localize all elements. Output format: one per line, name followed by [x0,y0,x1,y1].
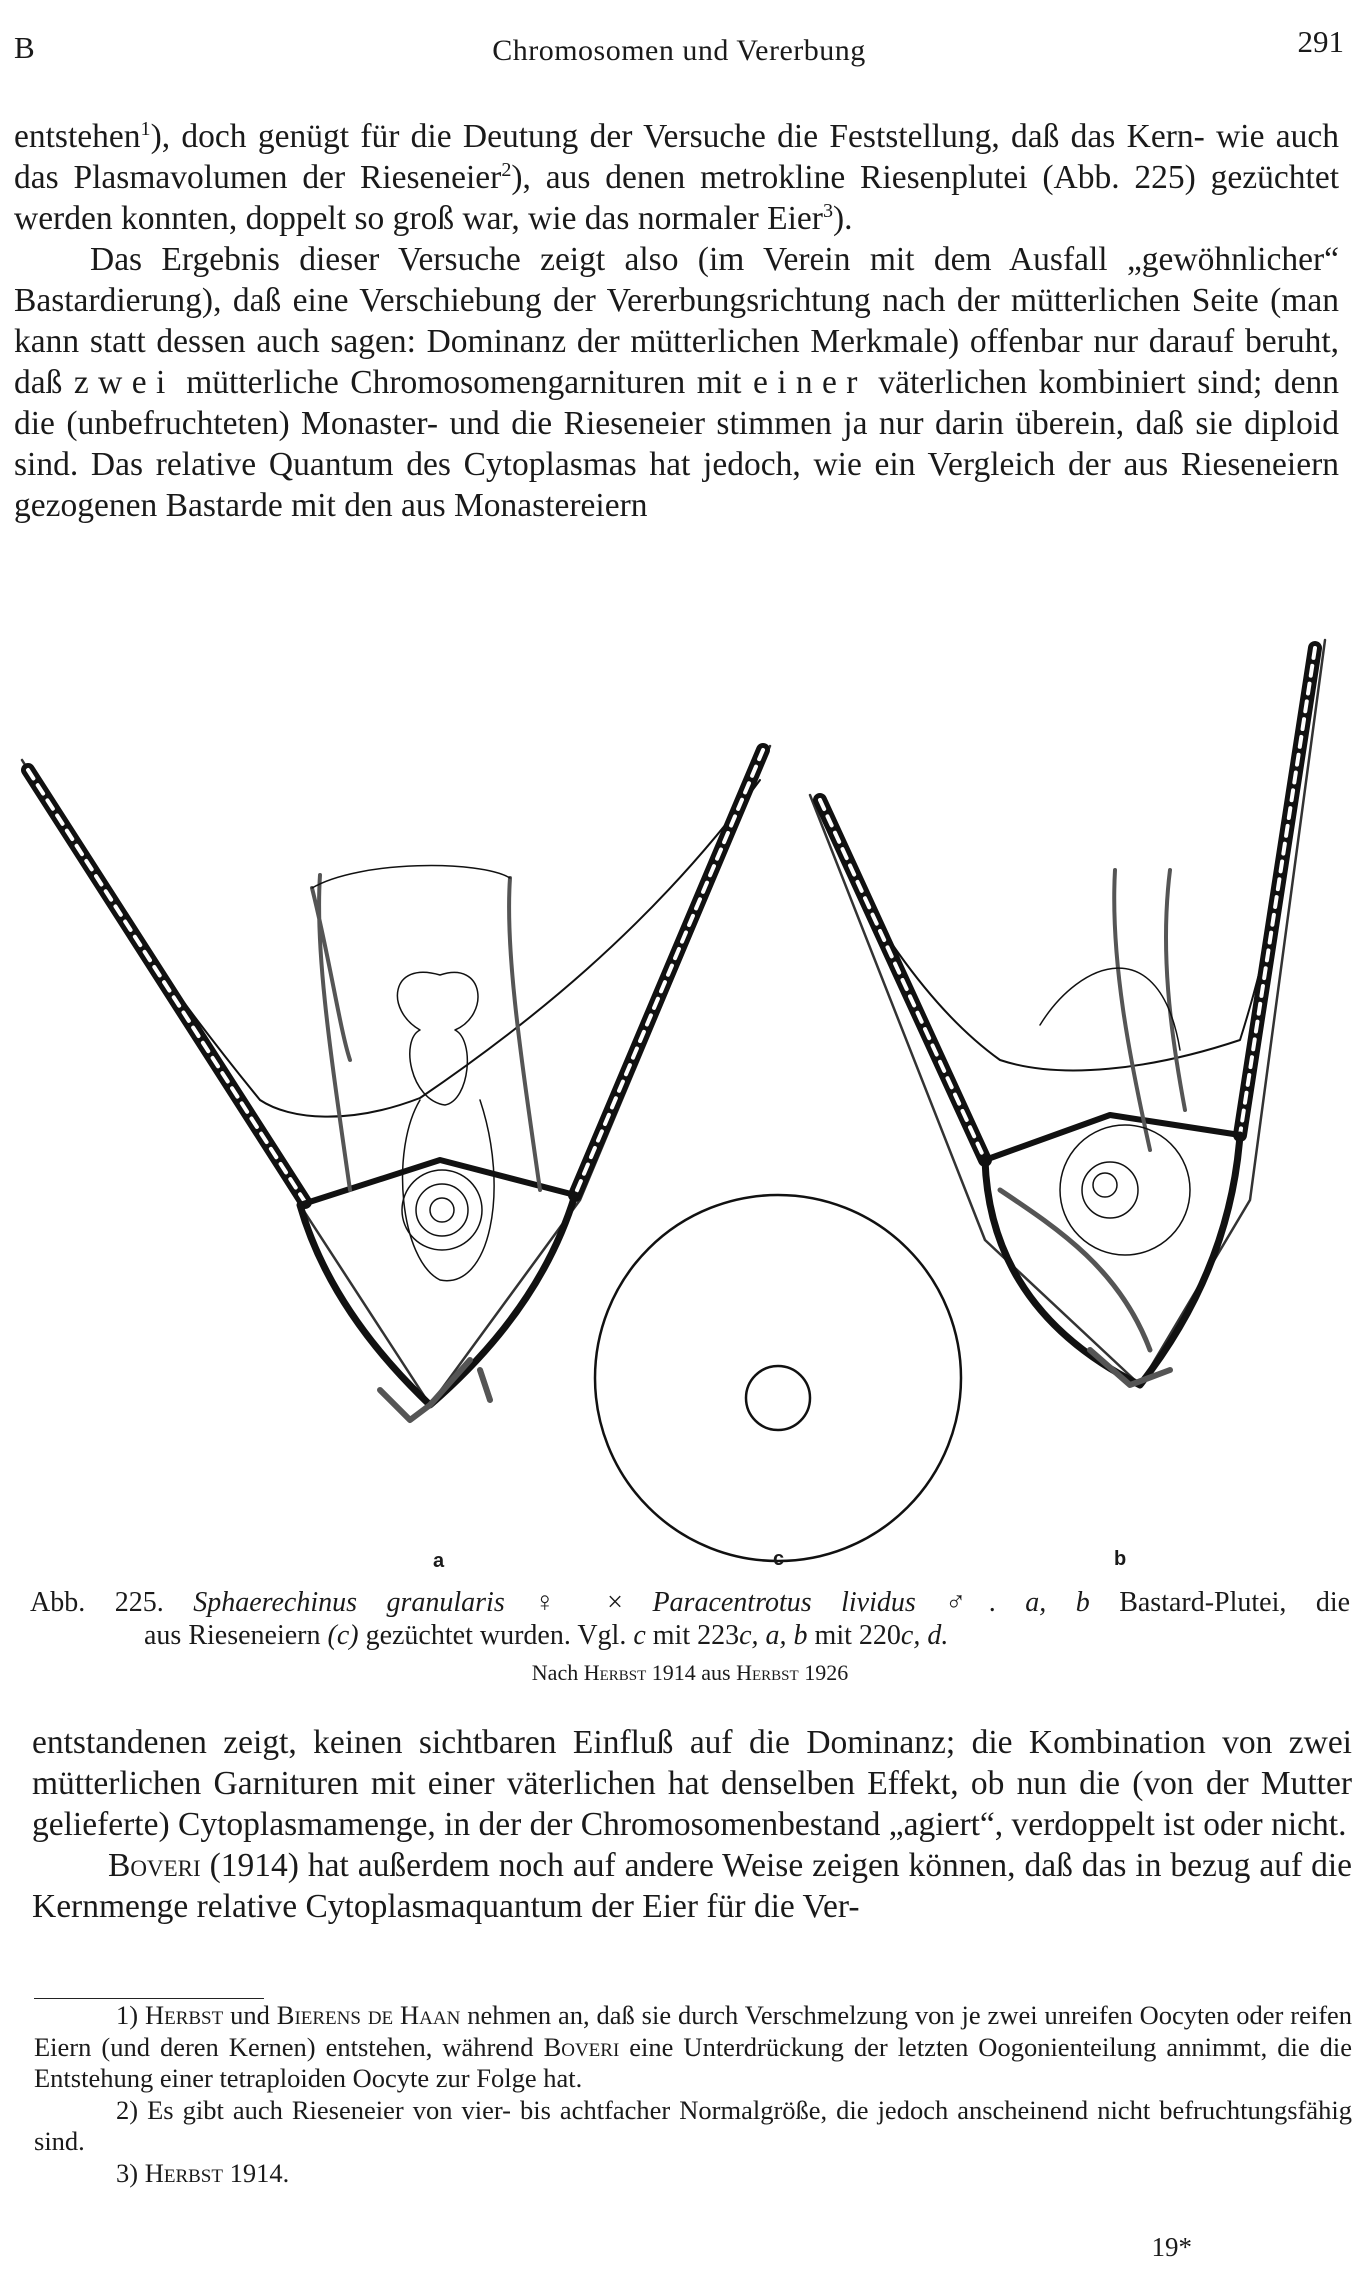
body-text-top [14,116,1339,526]
footnote-3: 3) Herbst 1914. [116,2157,290,2188]
egg-c-drawing [595,1195,961,1561]
footnote-1: 1) Herbst und Bierens de Haan nehmen an, daß sie durch Verschmelzung von je zwei unreifen Oocyten oder reifen Eiern (und deren Kernen) entstehen, während Boveri eine Unterdrückung der letzten Oogonienteilung annimmt, die die Entstehung einer tetraploiden Oocyte zur Folge hat. [34,2000,1353,2093]
paragraph-1: entstehen$^1$), doch genügt für die Deutung der Versuche die Feststellung, daß das Kern- wie auch das Plasmavolumen der Rieseneier$^2$), aus denen metrokline Riesenplutei (Abb. 225) gezüchtet werden konnten, doppelt so groß war, wie das normaler Eier$^3$). [14,117,1340,237]
signature-letter: B [14,30,35,65]
footnote-rule [34,1998,264,1999]
panel-label-b: b [1114,1548,1127,1570]
sheet-signature: 19* [1151,2232,1192,2262]
caption-species-2: Paracentrotus lividus [652,1587,916,1618]
footnote-ref-3: 3 [822,199,833,222]
caption-line-1: Abb. 225. Sphaerechinus granularis ♀ × Paracentrotus lividus ♂. a, b Bastard-Plutei, die [30,1587,1351,1618]
pluteus-illustration [0,630,1368,1580]
panel-label-c: c [773,1548,785,1570]
footnote-2: 2) Es gibt auch Rieseneier von vier- bis achtfacher Normalgröße, die jedoch anscheinend nicht befruchtungsfähig sind. [34,2094,1352,2156]
panel-label-a: a [433,1550,445,1572]
running-title: Chromosomen und Vererbung [492,34,866,67]
body-text-bottom [32,1722,1352,1927]
page-number: 291 [1297,24,1344,59]
emphasis-einer: einer [752,364,867,401]
pluteus-b-drawing [810,640,1325,1385]
paragraph-4: Boveri (1914) hat außerdem noch auf andere Weise zeigen können, daß das in bezug auf die Kernmenge relative Cytoplasmaquantum der Eier für die Ver- [32,1847,1353,1925]
footnote-ref-2: 2 [501,158,512,181]
figure-225 [0,630,1368,1580]
footnote-ref-1: 1 [140,117,151,140]
pluteus-a-drawing [22,746,770,1420]
footnotes [34,2000,1352,2189]
caption-line-2: aus Rieseneiern (c) gezüchtet wurden. Vgl. c mit 223c, a, b mit 220c, d. [144,1620,949,1651]
figure-caption [30,1586,1350,1689]
running-head [14,24,1344,74]
emphasis-zwei: zwei [73,364,175,401]
paragraph-3: entstandenen zeigt, keinen sichtbaren Einfluß auf die Dominanz; die Kombination von zwei mütterlichen Garnituren mit einer väterlichen hat denselben Effekt, ob nun die (von der Mutter gelieferte) Cytoplasmamenge, in der der Chromosomenbestand „agiert“, verdoppelt ist oder nicht. [32,1724,1352,1843]
caption-source: Nach Herbst 1914 aus Herbst 1926 [531,1660,849,1685]
paragraph-2: Das Ergebnis dieser Versuche zeigt also (im Verein mit dem Ausfall „gewöhnlicher“ Bastardierung), daß eine Verschiebung der Vererbungsrichtung nach der mütterlichen Seite (man kann statt dessen auch sagen: Dominanz der mütterlichen Merkmale) offenbar nur darauf beruht, daß zwei mütterliche Chromosomengarnituren mit einer väterlichen kombiniert sind; denn die (unbefruchteten) Monaster- und die Rieseneier stimmen ja nur darin überein, daß sie diploid sind. Das relative Quantum des Cytoplasmas hat jedoch, wie ein Vergleich der aus Rieseneiern gezogenen Bastarde mit den aus Monastereiern [14,241,1340,524]
caption-species-1: Sphaerechinus granularis [193,1587,505,1618]
author-boveri: Boveri [108,1847,201,1884]
caption-number: Abb. 225. [30,1587,164,1618]
